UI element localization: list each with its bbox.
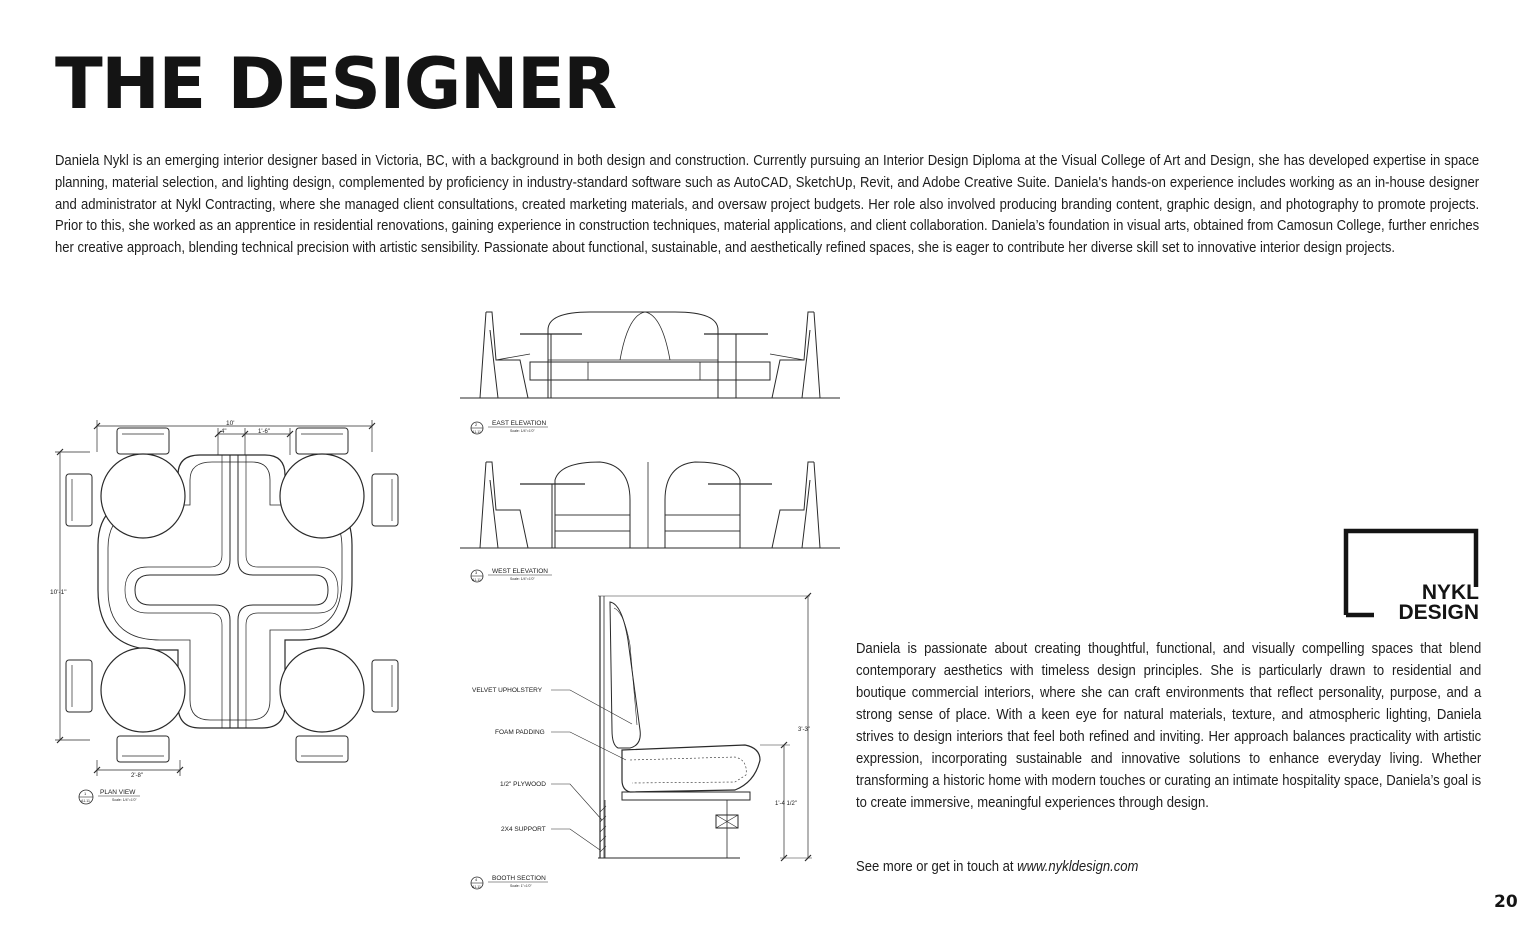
- plan-view-drawing: [55, 420, 398, 804]
- plan-view-scale: Scale: 1/4"=1'0": [112, 798, 137, 802]
- contact-line: [856, 856, 1138, 878]
- plan-ref-number: 1: [84, 791, 87, 796]
- east-ref-sheet: A1.11: [472, 430, 481, 434]
- booth-section-drawing: [471, 593, 812, 889]
- east-ref-number: 2: [475, 422, 478, 427]
- west-ref-number: 3: [475, 570, 478, 575]
- logo-line-2: DESIGN: [1398, 601, 1479, 622]
- contact-prefix: See more or get in touch at: [856, 858, 1018, 875]
- website-link[interactable]: www.nykldesign.com: [1017, 858, 1139, 875]
- booth-dim-total: 3'-3": [798, 727, 810, 733]
- plan-dim-height: 10'-1": [50, 589, 67, 596]
- booth-section-scale: Scale: 1"=1'0": [510, 884, 532, 888]
- logo-line-1: NYKL: [1421, 581, 1479, 604]
- nykl-design-logo: [1340, 527, 1480, 622]
- west-elevation-scale: Scale: 1/4"=1'0": [510, 577, 535, 581]
- east-elevation-drawing: [460, 312, 840, 434]
- label-plywood: 1/2" PLYWOOD: [500, 781, 546, 788]
- east-elevation-scale: Scale: 1/4"=1'0": [510, 429, 535, 433]
- west-elevation-drawing: [460, 462, 840, 582]
- plan-dim-bottom: 2'-8": [131, 773, 143, 779]
- booth-dim-seat: 1'-4 1/2": [775, 801, 797, 807]
- page-title: THE DESIGNER: [55, 43, 616, 125]
- plan-dim-mid: 1'-6": [258, 429, 270, 435]
- label-2x4-support: 2X4 SUPPORT: [501, 826, 546, 833]
- plan-ref-sheet: A1.11: [81, 799, 90, 803]
- intro-paragraph: Daniela Nykl is an emerging interior designer based in Victoria, BC, with a background in both design and construction. Currently pursuing an Interior Design Diploma at the Visual College of Art and Design, she has developed expertise in space planning, material selection, and lighting design, complemented by proficiency in industry-standard software such as AutoCAD, SketchUp, Revit, and Adobe Creative Suite. Daniela's hands-on experience includes working as an in-house designer and administrator at Nykl Contracting, where she managed client consultations, created marketing materials, and oversaw project budgets. Her role also involved producing branding content, graphic design, and photography to promote projects. Prior to this, she worked as an apprentice in residential renovations, gaining experience in construction techniques, material applications, and client collaboration. Daniela’s foundation in visual arts, obtained from Camosun College, further enriches her creative approach, blending technical precision with artistic sensibility. Passionate about functional, sustainable, and aesthetically refined spaces, she is eager to contribute her diverse skill set to innovative interior design projects.: [55, 152, 1480, 257]
- bio-paragraph: Daniela is passionate about creating thoughtful, functional, and visually compelling spaces that blend contemporary aesthetics with timeless design principles. She is particularly drawn to residential and boutique commercial interiors, where she can craft environments that reflect personality, purpose, and a strong sense of place. With a keen eye for natural materials, texture, and atmospheric lighting, Daniela strives to design interiors that feel both refined and inviting. Her approach balances practicality with artistic expression, incorporating sustainable and innovative solutions to enhance everyday living. Whether transforming a historic home with modern touches or curating an intimate hospitality space, Daniela’s goal is to create immersive, meaningful experiences through design.: [856, 640, 1482, 811]
- booth-ref-sheet: A1.11: [472, 885, 481, 889]
- plan-dim-width: 10': [226, 420, 235, 427]
- west-ref-sheet: A1.11: [472, 578, 481, 582]
- label-velvet-upholstery: VELVET UPHOLSTERY: [472, 687, 543, 694]
- west-elevation-title: WEST ELEVATION: [492, 568, 548, 575]
- east-elevation-title: EAST ELEVATION: [492, 420, 547, 427]
- plan-view-title: PLAN VIEW: [100, 789, 136, 796]
- label-foam-padding: FOAM PADDING: [495, 729, 545, 736]
- booth-ref-number: 4: [475, 877, 478, 882]
- booth-section-title: BOOTH SECTION: [492, 875, 546, 882]
- plan-dim-left: 4": [221, 429, 227, 435]
- page-number: 20: [1494, 892, 1518, 912]
